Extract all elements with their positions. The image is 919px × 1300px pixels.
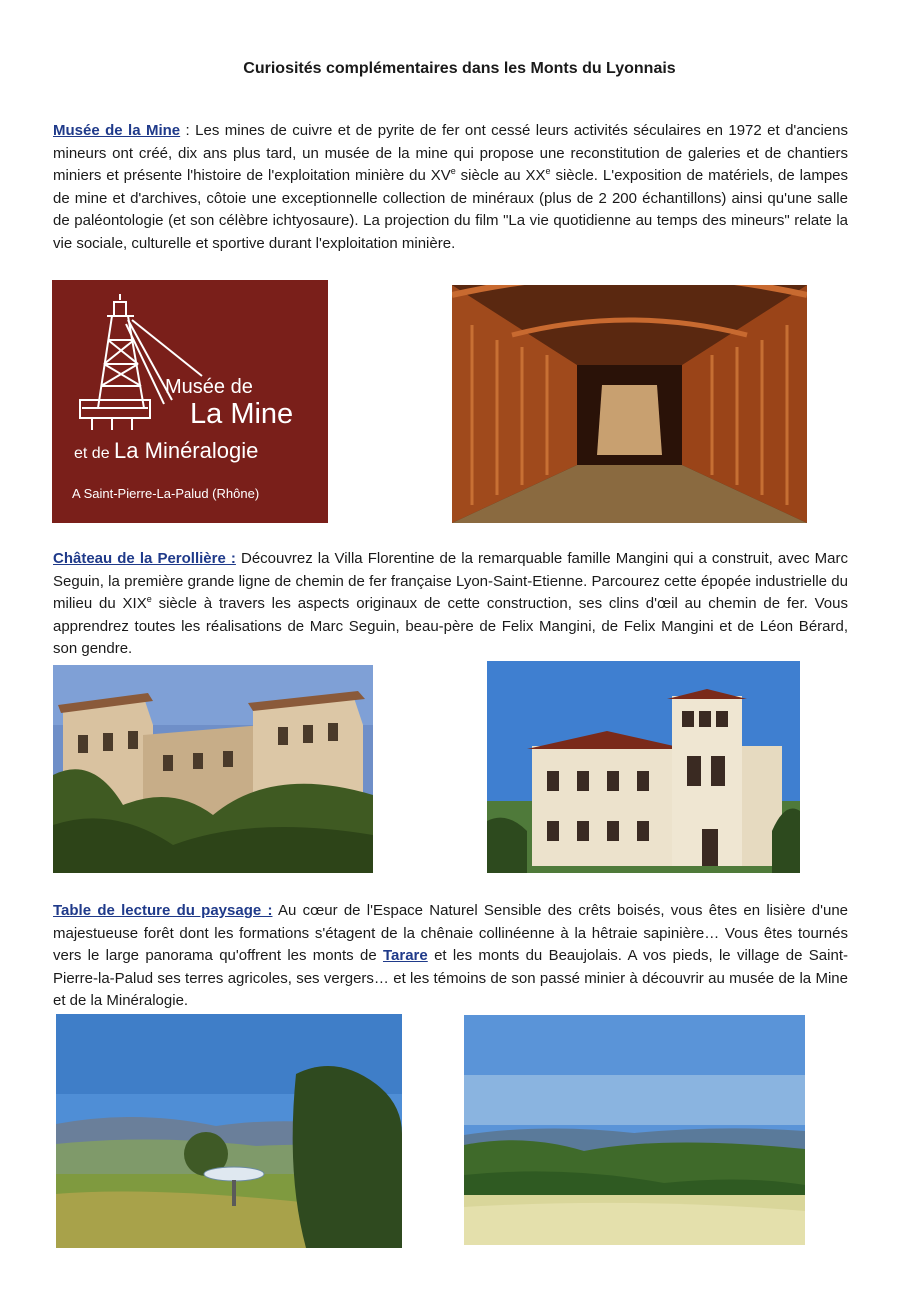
panorama-table-photo	[56, 1014, 402, 1248]
section-heading-table[interactable]: Table de lecture du paysage :	[53, 902, 273, 919]
superscript: e	[450, 166, 456, 176]
panorama-hills-photo	[464, 1015, 805, 1245]
chateau-photo-1	[53, 665, 373, 873]
section-heading-chateau[interactable]: Château de la Perollière :	[53, 550, 236, 567]
logo-line-3a: et de	[74, 445, 115, 462]
chateau-photo-2	[487, 661, 800, 873]
superscript: e	[545, 166, 551, 176]
section-chateau-text	[53, 548, 848, 661]
section-body-tail: siècle. L'exposition de matériels, de lampes de mine et d'archives, côtoie une exceptionnelle collection de minéraux (plus de 2 200 échantillons) ainsi qu'une salle de paléontologie (et son célèbre ichtyosaure). La projection du film "La vie quotidienne au temps des mineurs" relate la vie sociale, culturelle et sportive durant l'exploitation minière.	[53, 167, 849, 252]
heading-separator: :	[180, 122, 196, 139]
section-heading-musee[interactable]: Musée de la Mine	[53, 122, 181, 139]
logo-line-3	[74, 438, 258, 464]
section-musee-text	[53, 120, 848, 255]
page-title: Curiosités complémentaires dans les Monts du Lyonnais	[243, 60, 676, 77]
mine-gallery-photo	[452, 285, 807, 523]
section-body: Au cœur de l'Espace Naturel Sensible des crêts boisés, vous êtes en lisière d'une majestueuse forêt dont les formations s'étagent de la chênaie collinéenne à la hêtraie sapinière… Vous êtes tournés vers le large panorama qu'offrent les monts de	[53, 902, 849, 964]
section-body-tail: et les monts du Beaujolais. A vos pieds, le village de Saint-Pierre-la-Palud ses terres agricoles, ses vergers… et les témoins de son passé minier à découvrir au musée de la Mine et de la Minéralogie.	[53, 947, 848, 1009]
superscript: e	[146, 594, 152, 604]
section-body-mid: siècle au XX	[455, 167, 546, 184]
logo-line-4: A Saint-Pierre-La-Palud (Rhône)	[72, 486, 260, 501]
logo-line-2: La Mine	[190, 398, 294, 430]
section-body: Découvrez la Villa Florentine de la remarquable famille Mangini qui a construit, avec Marc Seguin, la première grande ligne de chemin de fer française Lyon-Saint-Etienne. Parcourez cette épopée industrielle du milieu du XIX	[53, 550, 848, 612]
section-body-tail: siècle à travers les aspects originaux de cette construction, ses clins d'œil au chemin de fer. Vous apprendrez toutes les réalisations de Marc Seguin, beau-père de Felix Mangini, de Felix Mangini et de Léon Bérard, son gendre.	[53, 595, 848, 657]
section-table-text	[53, 900, 848, 1013]
musee-logo-image	[52, 280, 328, 523]
logo-line-3b: La Minéralogie	[114, 438, 259, 463]
link-tarare[interactable]: Tarare	[382, 947, 428, 964]
logo-line-1: Musée de	[165, 376, 253, 398]
section-body: Les mines de cuivre et de pyrite de fer ont cessé leurs activités séculaires en 1972 et d'anciens mineurs ont créé, dix ans plus tard, un musée de la mine qui propose une reconstitution de galeries et de chantiers miniers et présente l'histoire de l'exploitation minière du XV	[53, 122, 848, 184]
